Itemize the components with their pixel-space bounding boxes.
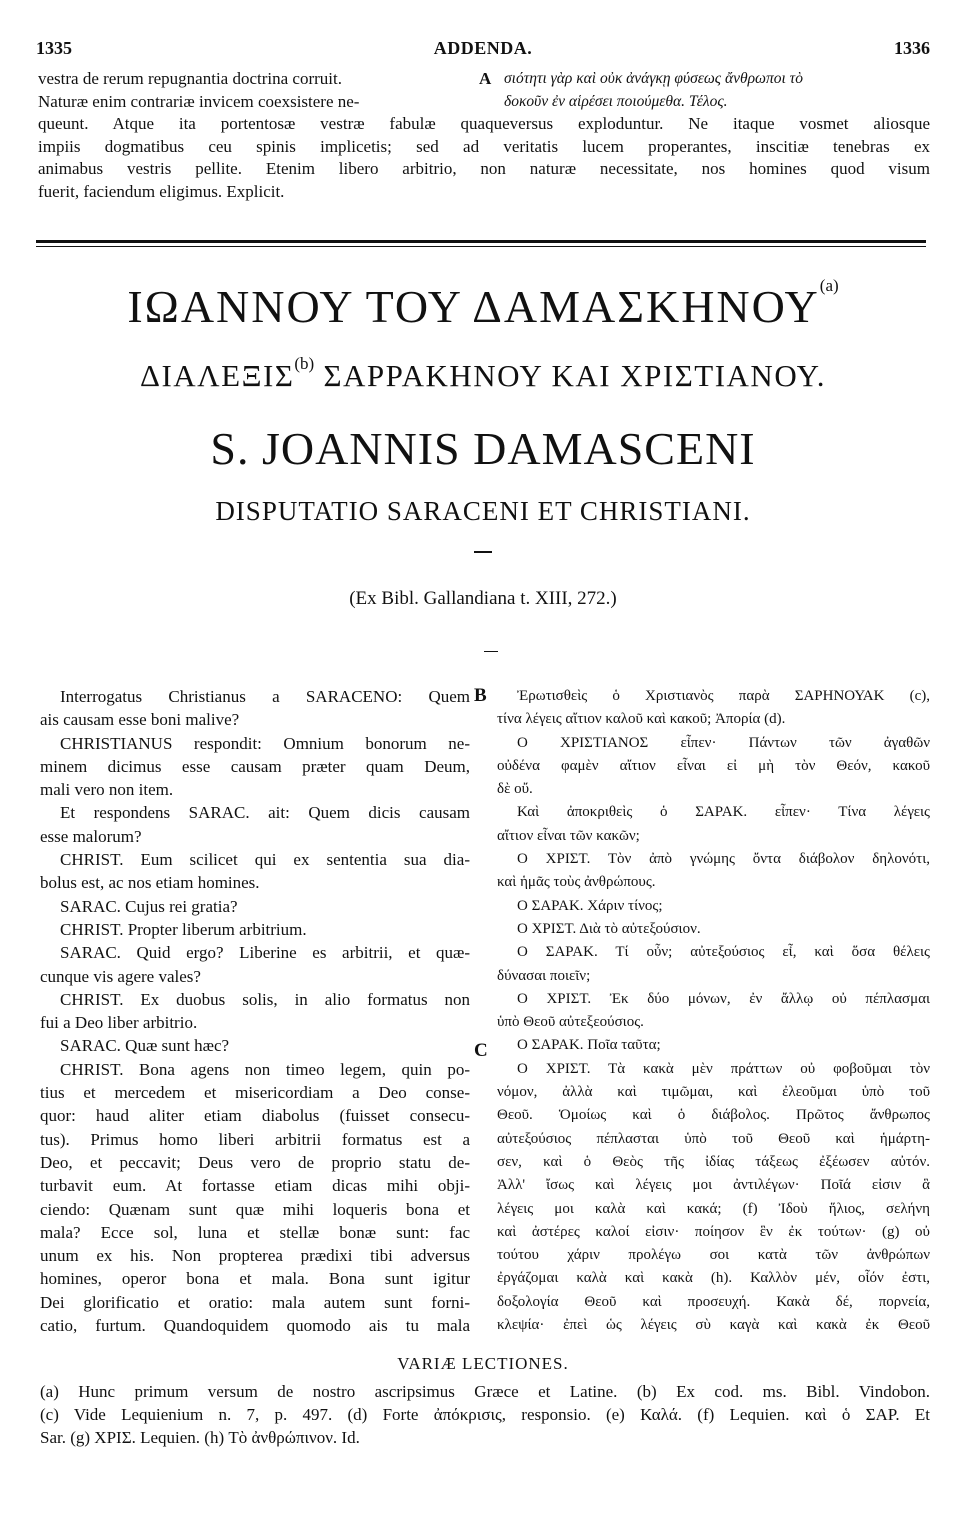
line-text: δύνασαι ποιεῖν; — [497, 967, 591, 984]
variant-line — [40, 1380, 930, 1403]
greek-subtitle-word: ΔΙΑΛΕΞΙΣ — [140, 358, 295, 393]
greek-subtitle — [0, 354, 966, 394]
greek-line-text: σιότητι γὰρ καὶ οὐκ ἀνάγκῃ φύσεως ἄνθρωποι τὸ — [504, 70, 803, 87]
text-line — [40, 685, 470, 708]
text-line — [497, 1314, 930, 1337]
line-text: tius et mercedem et misericordiam a Deo conse- — [40, 1083, 470, 1103]
variant-text: (c) Vide Lequienium n. 7, p. 497. (d) Forte ἀπόκρισις, responsio. (e) Καλά. (f) Lequien. καὶ ὁ ΣΑΡ. Et — [40, 1405, 930, 1424]
source-dash — [484, 651, 498, 652]
latin-line-text: Naturæ enim contrariæ invicem coexsistere ne- — [38, 91, 360, 111]
text-line — [38, 158, 930, 181]
line-text: Ἀλλ' ἴσως καὶ λέγεις μοι ἀντιλέγων· Ποῖά εἰσιν ἃ — [497, 1177, 930, 1194]
greek-title — [0, 276, 966, 333]
line-text: homines, operor bona et mala. Bona sunt igitur — [40, 1269, 470, 1289]
line-text: catio, furtum. Quandoquidem quomodo ais tu mala — [40, 1316, 470, 1336]
text-line — [40, 732, 470, 755]
line-text: Ο ΧΡΙΣΤ. Ἐκ δύο μόνων, ἐν ἄλλῳ οὐ πέπλασμαι — [517, 990, 930, 1007]
line-text: minem dicimus esse causam præter quam Deum, — [40, 756, 470, 776]
text-line — [497, 1267, 930, 1290]
text-line — [497, 1058, 930, 1081]
text-line — [40, 1011, 470, 1034]
line-text: CHRIST. Propter liberum arbitrium. — [60, 919, 307, 939]
line-text: Ο ΣΑΡΑΚ. Ποῖα ταῦτα; — [517, 1037, 661, 1054]
text-line — [497, 1034, 930, 1057]
line-text: CHRISTIANUS respondit: Omnium bonorum ne- — [60, 733, 470, 753]
line-text: Dei glorificatio et oratio: mala autem sunt forni- — [40, 1292, 470, 1312]
latin-title: S. JOANNIS DAMASCENI — [210, 423, 756, 474]
line-text: αἴτιον εἶναι τῶν κακῶν; — [497, 827, 640, 844]
line-text: mala? Ecce sol, luna et stellæ bonæ sunt: fac — [40, 1222, 470, 1242]
line-text: λέγεις μοι καλὰ καὶ κακά; (f) Ἰδοὺ ἥλιος, σελήνη — [497, 1200, 930, 1217]
text-line — [40, 1104, 470, 1127]
text-line — [497, 1128, 930, 1151]
text-line — [38, 113, 930, 136]
page-number-left: 1335 — [36, 38, 72, 58]
line-text: Ο ΣΑΡΑΚ. Τί οὖν; αὐτεξούσιος εἶ, καὶ ὅσα θέλεις — [517, 944, 930, 961]
line-text: CHRIST. Eum scilicet qui ex sententia sua dia- — [60, 850, 470, 870]
text-line — [497, 1104, 930, 1127]
text-line — [497, 755, 930, 778]
line-text: ὑπὸ Θεοῦ αὐτεξεούσιος. — [497, 1014, 644, 1031]
line-text: κλεψία· ἐπεὶ ὡς λέγεις σὺ καγὰ καὶ κακὰ ἐκ Θεοῦ — [497, 1317, 930, 1334]
text-line — [38, 91, 930, 114]
section-rule-thick — [36, 240, 926, 243]
line-text: Ἐρωτισθεὶς ὁ Χριστιανὸς παρὰ ΣΑΡΗΝΟΥΑΚ (c), — [517, 688, 930, 704]
text-line — [40, 1081, 470, 1104]
line-text: bolus est, ac nos etiam homines. — [40, 873, 260, 893]
text-line — [497, 988, 930, 1011]
line-text: mali vero non item. — [40, 780, 174, 800]
text-line — [497, 895, 930, 918]
text-line — [40, 941, 470, 964]
text-line — [497, 1244, 930, 1267]
margin-marker-a: A — [479, 69, 492, 88]
variant-line — [40, 1403, 930, 1426]
line-text: turbavit eum. At fortasse etiam dicas mihi obji- — [40, 1176, 470, 1196]
line-text: esse malorum? — [40, 826, 142, 846]
greek-title-text: ΙΩΑΝΝΟΥ ΤΟΥ ΔΑΜΑΣΚΗΝΟΥ — [127, 281, 820, 332]
line-text: ais causam esse boni malive? — [40, 710, 240, 730]
line-text: δοξολογία Θεοῦ καὶ προσευχή. Κακὰ δέ, πορνεία, — [497, 1293, 930, 1310]
line-text: cunque vis agere vales? — [40, 966, 201, 986]
greek-title-note: (a) — [819, 276, 839, 295]
text-line — [497, 1221, 930, 1244]
text-line — [40, 778, 470, 801]
line-text: Interrogatus Christianus a SARACENO: Quem — [60, 687, 470, 706]
text-line — [40, 1174, 470, 1197]
source-reference: (Ex Bibl. Gallandiana t. XIII, 272.) — [349, 588, 617, 609]
text-line — [497, 848, 930, 871]
text-line — [497, 708, 930, 731]
text-line — [40, 1198, 470, 1221]
running-header — [36, 38, 930, 60]
title-dash — [474, 551, 492, 553]
text-line — [40, 871, 470, 894]
text-line — [40, 1244, 470, 1267]
line-text: Θεοῦ. Ὁμοίως καὶ ὁ διάβολος. Πρῶτος ἄνθρωπος — [497, 1107, 930, 1124]
text-line — [40, 801, 470, 824]
margin-marker-b: B — [474, 685, 487, 706]
text-line — [497, 778, 930, 801]
line-text: ἐργάζομαι καλὰ καὶ κακὰ (h). Καλλὸν μέν, οἷόν ἐστι, — [497, 1270, 930, 1287]
line-text: CHRIST. Ex duobus solis, in alio formatus non — [60, 989, 470, 1009]
text-line — [497, 685, 930, 708]
running-title: ADDENDA. — [433, 38, 533, 58]
greek-line-text: δοκοῦν ἐν αἱρέσει ποιούμεθα. Τέλος. — [504, 92, 728, 110]
variant-readings — [40, 1380, 930, 1449]
text-line — [40, 755, 470, 778]
text-line — [40, 1058, 470, 1081]
latin-line-text: vestra de rerum repugnantia doctrina corruit. — [38, 69, 342, 88]
line-text: ciendo: Quænam sunt quæ mihi loqueris bona et — [40, 1199, 470, 1219]
line-text: Et respondens SARAC. ait: Quem dicis causam — [60, 803, 470, 823]
line-text: fui a Deo liber arbitrio. — [40, 1013, 198, 1033]
latin-subtitle: DISPUTATIO SARACENI ET CHRISTIANI. — [215, 496, 751, 526]
text-line — [40, 918, 470, 941]
text-line — [40, 825, 470, 848]
line-text: impiis dogmatibus ceu spinis implicetis; sed ad veritatis lucem properantes, inscitiæ tenebras ex — [38, 136, 930, 156]
greek-subtitle-rest: ΣΑΡΡΑΚΗΝΟΥ ΚΑΙ ΧΡΙΣΤΙΑΝΟΥ. — [323, 358, 826, 393]
text-line — [40, 708, 470, 731]
text-line — [40, 1314, 470, 1337]
line-text: σεν, καὶ ὁ Θεὸς τῆς ἰδίας τάξεως ἐξέωσεν αὐτόν. — [497, 1153, 930, 1170]
text-line — [497, 1198, 930, 1221]
line-text: καὶ ἡμᾶς τοὺς ἀνθρώπους. — [497, 874, 656, 891]
line-text: animabus vestris pellite. Etenim libero arbitrio, non naturæ necessitate, nos homines quod visum — [38, 159, 930, 179]
text-line — [497, 941, 930, 964]
text-line — [38, 68, 930, 91]
line-text: Ο ΧΡΙΣΤ. Τὸν ἀπὸ γνώμης ὄντα διάβολον δηλονότι, — [517, 851, 930, 868]
text-line — [38, 136, 930, 159]
text-line — [40, 848, 470, 871]
greek-subtitle-note: (b) — [294, 354, 315, 373]
text-line — [497, 918, 930, 941]
line-text: CHRIST. Bona agens non timeo legem, quin po- — [60, 1059, 470, 1079]
line-text: fuerit, faciendum eligimus. Explicit. — [38, 181, 285, 201]
line-text: τίνα λέγεις αἴτιον καλοῦ καὶ κακοῦ; Ἀπορία (d). — [497, 711, 786, 728]
text-line — [497, 1151, 930, 1174]
line-text: νόμον, ἀλλὰ καὶ τιμῶμαι, καὶ ἐλεοῦμαι ὑπὸ τοῦ — [497, 1084, 930, 1101]
page-number-right: 1336 — [894, 38, 930, 58]
line-text: Ο ΣΑΡΑΚ. Χάριν τίνος; — [517, 897, 663, 914]
text-line — [497, 1291, 930, 1314]
line-text: queunt. Atque ita portentosæ vestræ fabulæ quaqueversus exploduntur. Ne itaque vosmet aliosque — [38, 114, 930, 134]
section-rule-thin — [36, 246, 926, 247]
text-line — [40, 1128, 470, 1151]
margin-marker-c: C — [474, 1040, 488, 1061]
line-text: quor: haud aliter etiam diabolus (fuisset consecu- — [40, 1106, 470, 1126]
text-line — [40, 895, 470, 918]
line-text: Ο ΧΡΙΣΤ. Διὰ τὸ αὐτεξούσιον. — [517, 920, 701, 937]
text-line — [497, 1081, 930, 1104]
continuation-paragraph — [38, 68, 930, 204]
line-text: καὶ ἀστέρες καλοί εἰσιν· ποίησον ἓν ἐκ τούτων· (g) οὐ — [497, 1223, 930, 1240]
text-line — [40, 1267, 470, 1290]
latin-column — [40, 685, 470, 1337]
variant-line — [40, 1426, 930, 1449]
line-text: tus). Primus homo liberi arbitrii formatus est a — [40, 1129, 470, 1149]
text-line — [40, 1151, 470, 1174]
text-line — [497, 801, 930, 824]
line-text: SARAC. Quid ergo? Liberine es arbitrii, et quæ- — [60, 943, 470, 963]
line-text: Ο ΧΡΙΣΤ. Τὰ κακὰ μὲν πράττων οὐ φοβοῦμαι τὸν — [517, 1060, 930, 1077]
variant-text: Sar. (g) ΧΡΙΣ. Lequien. (h) Τὸ ἀνθρώπινον. Id. — [40, 1428, 360, 1447]
line-text: αὐτεξούσιος πέπλασται ὑπὸ τοῦ Θεοῦ καὶ ἡμάρτη- — [497, 1130, 930, 1147]
greek-column — [497, 685, 930, 1337]
text-line — [497, 1174, 930, 1197]
line-text: οὐδένα φαμὲν αἴτιον εἶναι εἰ μὴ τὸν Θεόν, κακοῦ — [497, 757, 930, 774]
variants-heading: VARIÆ LECTIONES. — [397, 1354, 569, 1373]
variant-text: (a) Hunc primum versum de nostro ascripsimus Græce et Latine. (b) Ex cod. ms. Bibl. Vindobon. — [40, 1382, 930, 1401]
line-text: Ο ΧΡΙΣΤΙΑΝΟΣ εἶπεν· Πάντων τῶν ἀγαθῶν — [517, 734, 930, 751]
text-line — [497, 965, 930, 988]
text-line — [497, 1011, 930, 1034]
text-line — [40, 965, 470, 988]
text-line — [40, 988, 470, 1011]
text-line — [40, 1034, 470, 1057]
line-text: SARAC. Quæ sunt hæc? — [60, 1036, 230, 1056]
text-line — [38, 181, 930, 204]
line-text: unum ex his. Non propterea prædixi tibi adversus — [40, 1246, 470, 1266]
line-text: δὲ οὔ. — [497, 781, 533, 798]
text-line — [40, 1291, 470, 1314]
text-line — [497, 825, 930, 848]
text-line — [40, 1221, 470, 1244]
text-line — [497, 871, 930, 894]
line-text: τούτου χάριν προλέγω σοι κατὰ τῶν ἀνθρώπων — [497, 1247, 930, 1264]
line-text: SARAC. Cujus rei gratia? — [60, 896, 238, 916]
text-line — [497, 732, 930, 755]
line-text: Deo, et peccavit; Deus vero de proprio statu de- — [40, 1152, 470, 1172]
line-text: Καὶ ἀποκριθεὶς ὁ ΣΑΡΑΚ. εἶπεν· Τίνα λέγεις — [517, 804, 930, 821]
